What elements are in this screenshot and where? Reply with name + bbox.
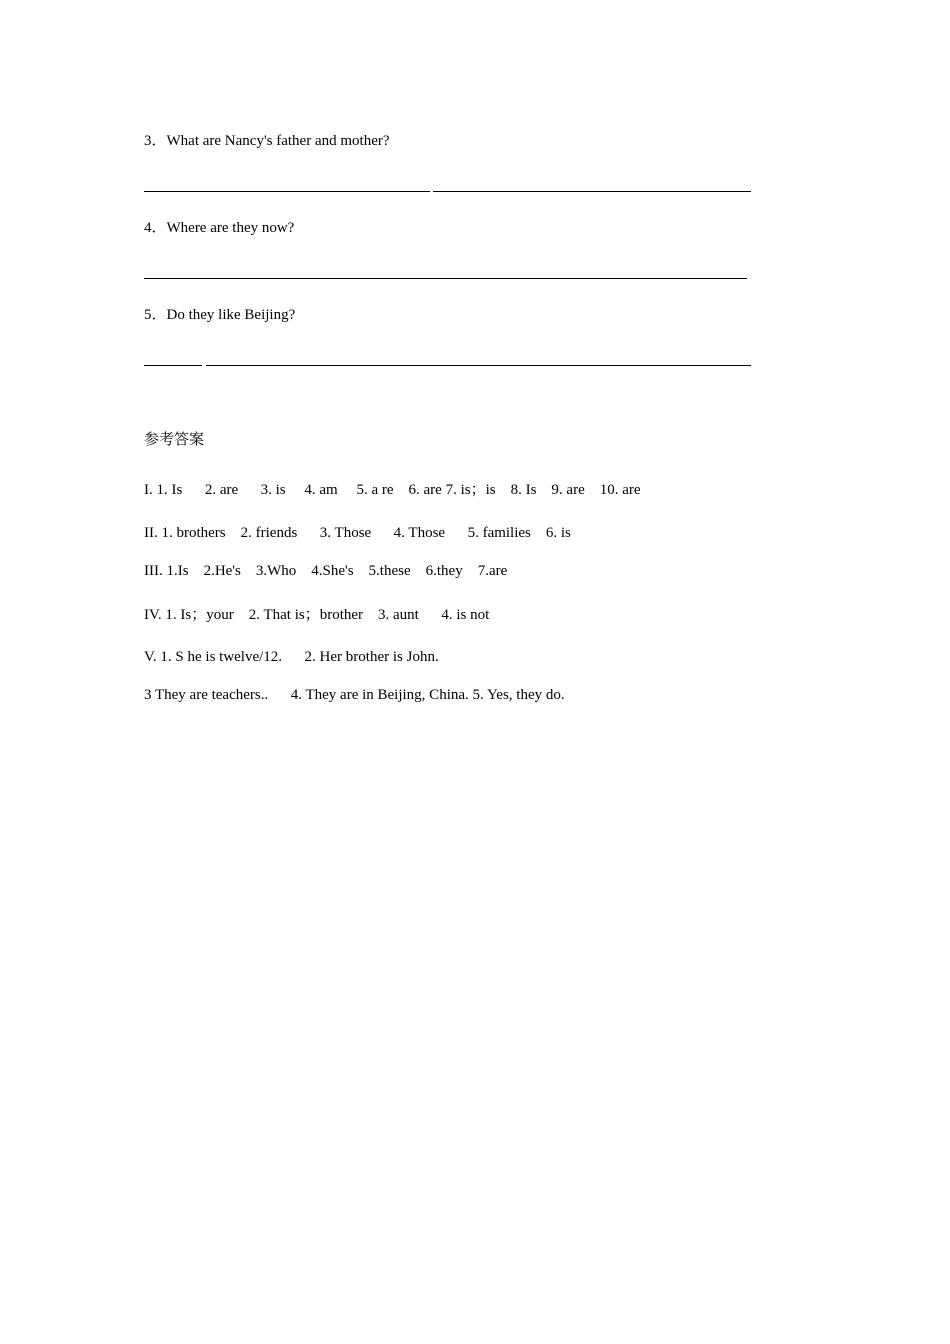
answer-blank-3a [144, 191, 430, 192]
answer-blank-5a [144, 365, 202, 366]
question-4: 4．Where are they now? [144, 220, 295, 236]
answer-blank-5b [206, 365, 751, 366]
answers-heading: 参考答案 [144, 430, 205, 448]
answer-line-2: II. 1. brothers 2. friends 3. Those 4. Those 5. families 6. is [144, 525, 571, 541]
answer-line-6: 3 They are teachers.. 4. They are in Beijing, China. 5. Yes, they do. [144, 687, 565, 703]
answer-blank-4 [144, 278, 747, 279]
answer-line-1: I. 1. Is 2. are 3. is 4. am 5. a re 6. are 7. is；is 8. Is 9. are 10. are [144, 482, 641, 498]
answer-line-4: IV. 1. Is；your 2. That is；brother 3. aunt 4. is not [144, 607, 490, 623]
answer-blank-3b [433, 191, 751, 192]
question-3: 3．What are Nancy's father and mother? [144, 133, 390, 149]
answer-line-5: V. 1. S he is twelve/12. 2. Her brother is John. [144, 649, 439, 665]
question-5: 5．Do they like Beijing? [144, 307, 296, 323]
answer-line-3: III. 1.Is 2.He's 3.Who 4.She's 5.these 6.they 7.are [144, 563, 508, 579]
